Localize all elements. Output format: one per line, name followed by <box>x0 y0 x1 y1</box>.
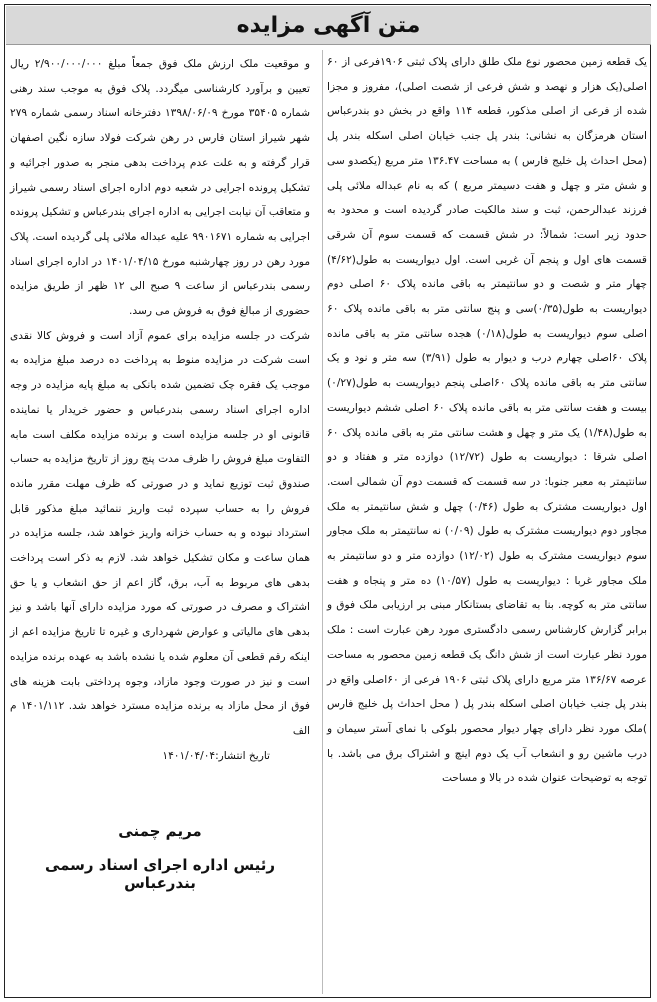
left-column-paragraph-2: شرکت در جلسه مزایده برای عموم آزاد است و فروش کالا نقدی است شرکت در مزایده منوط به پرداخت ده درصد مبلغ مزایده به موجب یک فقره چک تضمین شده بانکی به مبلغ پایه مزایده در وجه اداره اجرای اسناد رسمی بندرعباس و حضور خریدار یا نماینده قانونی او در جلسه مزایده است و برنده مزایده مکلف است مابه التفاوت مبلغ فروش را ظرف مدت پنج روز از تاریخ مزایده به حساب صندوق ثبت توزیع نماید و در صورتی که ظرف مهلت مقرر مانده فروش را به حساب سپرده ثبت واریز ننمائید مبلغ مذکور قابل استرداد نبوده و به حساب خزانه واریز خواهد شد، جلسه مزایده در همان ساعت و مکان تشکیل خواهد شد. لازم به ذکر است پرداخت بدهی های مربوط به آب، برق، گاز اعم از حق انشعاب و یا حق اشتراک و مصرف در صورتی که مورد مزایده دارای آنها باشد و نیز بدهی های مالیاتی و عوارض شهرداری و غیره تا تاریخ مزایده اعم از اینکه رقم قطعی آن معلوم شده یا نشده باشد به عهده برنده مزایده است و نیز در صورت وجود مازاد، وجوه پرداختی بابت هزینه های فوق از محل مازاد به برنده مزایده مسترد خواهد شد. ۱۴۰۱/۱۱۲ م الف <box>10 329 310 737</box>
left-column <box>10 52 310 768</box>
right-column-text: یک قطعه زمین محصور نوع ملک طلق دارای پلاک ثبتی ۱۹۰۶فرعی از ۶۰ اصلی(یک هزار و نهصد و شش فرعی از شصت اصلی)، مفروز و مجزا شده از فرعی از اصلی مذکور، قطعه ۱۱۴ واقع در بخش دو بندرعباس استان هرمزگان به نشانی: بندر پل جنب خیابان اصلی اسکله بندر پل (محل احداث پل خلیج فارس ) به مساحت ۱۳۶.۴۷ متر مربع (یکصدو سی و شش متر و چهل و هفت دسیمتر مربع ) که به نام عبداله ملائی پلی فرزند عبدالرحمن، ثبت و سند مالکیت صادر گردیده است و محدود به حدود زیر است: شمالاً: در شش قسمت که قسمت سوم آن شرقی قسمت های اول و پنجم آن غربی است. اول دیواریست به طول(۴/۶۲) چهار متر و شصت و دو سانتیمتر به باقی مانده پلاک ۶۰ اصلی دوم دیواریست به طول(۰/۳۵)سی و پنج سانتی متر به باقی مانده پلاک ۶۰ اصلی سوم دیواریست به طول(۰/۱۸) هجده سانتی متر به باقی مانده پلاک ۶۰اصلی چهارم درب و دیوار به طول (۳/۹۱) سه متر و نود و یک سانتی متر به باقی مانده پلاک ۶۰اصلی پنجم دیواریست به طول(۰/۲۷) بیست و هفت سانتی متر به باقی مانده پلاک ۶۰ اصلی ششم دیواریست به طول(۱/۴۸) یک متر و چهل و هشت سانتی متر به باقی مانده پلاک ۶۰ اصلی شرقا : دیواریست به طول (۱۲/۷۲) دوازده متر و هفتاد و دو سانتیمتر به معبر جنوبا: در سه قسمت که قسمت دوم آن شمالی است. اول دیواریست مشترک به طول (۰/۴۶) چهل و شش سانتیمتر به ملک مجاور دوم دیواریست مشترک به طول (۰/۰۹) نه سانتیمتر به ملک مجاور سوم دیواریست مشترک به طول (۱۲/۰۲) دوازده متر و دو سانتیمتر به ملک مجاور غربا : دیواریست به طول (۱۰/۵۷) ده متر و پنجاه و هفت سانتی متر به کوچه. بنا به تقاضای بستانکار مبنی بر ارزیابی ملک فوق و برابر گزارش کارشناس رسمی دادگستری مورد رهن عبارت است : ملک مورد نظر عبارت است از شش دانگ یک قطعه زمین محصور به مساحت عرصه ۱۳۶/۶۷ متر مربع دارای پلاک ثبتی ۱۹۰۶ فرعی از ۶۰اصلی واقع در بندر پل جنب خیابان اصلی اسکله بندر پل ( محل احداث پل خلیج فارس )ملک مورد نظر دارای چهار دیوار محصور بلوکی با نمای آستر سیمان و درب ماشین رو و انشعاب آب یک دوم اینچ و اشتراک برق می باشد. با توجه به توضیحات عنوان شده در بالا و مساحت <box>327 56 648 785</box>
signatory-title: رئیس اداره اجرای اسناد رسمی بندرعباس <box>44 856 276 892</box>
right-column <box>327 50 647 791</box>
left-column-paragraph-1: و موقعیت ملک ارزش ملک فوق جمعاً مبلغ ۲/۹۰۰/۰۰۰/۰۰۰ ریال تعیین و برآورد کارشناسی میگردد. پلاک فوق به موجب سند رهنی شماره ۳۵۴۰۵ مورخ ۱۳۹۸/۰۶/۰۹ دفترخانه اسناد رسمی شماره ۲۷۹ شهر شیراز استان فارس در رهن شرکت فولاد سازه نگین اصفهان قرار گرفته و به علت عدم پرداخت بدهی منجر به صدور اجرائیه و تشکیل پرونده اجرایی در شعبه دوم اداره اجرای اسناد رسمی شیراز و متعاقب آن نیابت اجرایی به اداره اجرای بندرعباس و تشکیل پرونده اجرایی به شماره ۹۹۰۱۶۷۱ علیه عبداله ملائی پلی گردیده است. پلاک مورد رهن در روز چهارشنبه مورخ ۱۴۰۱/۰۴/۱۵ در اداره اجرای اسناد رسمی بندرعباس از ساعت ۹ صبح الی ۱۲ ظهر از طریق مزایده حضوری از مبالغ فوق به فروش می رسد. <box>10 58 311 318</box>
notice-header <box>6 6 651 45</box>
signature-block <box>10 822 310 892</box>
signatory-name: مریم چمنی <box>118 822 202 840</box>
publish-date: تاریخ انتشار:۱۴۰۱/۰۴/۰۴ <box>162 749 270 762</box>
column-divider <box>322 50 323 994</box>
notice-title: متن آگهی مزایده <box>236 12 421 38</box>
